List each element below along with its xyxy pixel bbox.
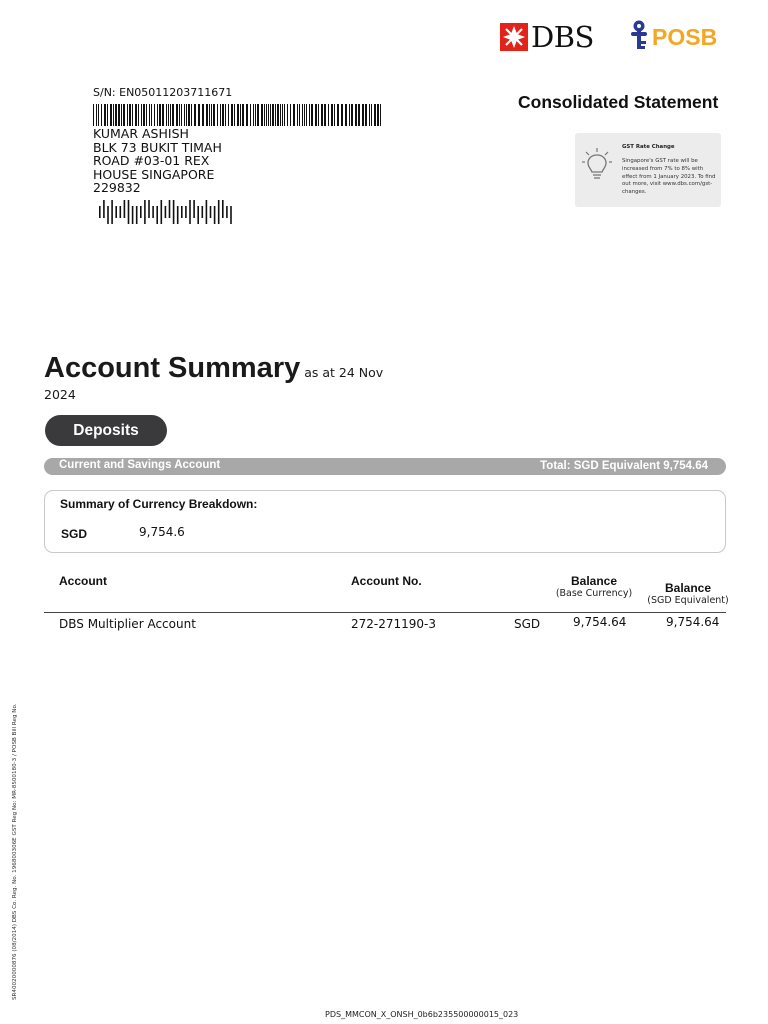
barcode-bar xyxy=(349,104,350,126)
serial-value: EN05011203711671 xyxy=(119,86,233,99)
barcode-bar xyxy=(284,104,285,126)
barcode-bar xyxy=(194,104,196,126)
barcode-bar xyxy=(115,104,117,126)
barcode-bar xyxy=(129,104,131,126)
postal-bar xyxy=(230,206,232,224)
postal-bar xyxy=(140,206,142,218)
col-header-account-no: Account No. xyxy=(351,574,422,588)
barcode-bar xyxy=(135,104,137,126)
postal-bar xyxy=(128,200,130,224)
casa-band-total: Total: SGD Equivalent 9,754.64 xyxy=(540,460,708,472)
regulatory-side-text: SR40020000876 (08/2014) DBS Co. Reg. No. 196800306E GST Reg No: MR-8500180-3 / POSB Bill Reg No. xyxy=(12,703,18,1000)
barcode-bar xyxy=(184,104,185,126)
barcode-bar xyxy=(123,104,125,126)
summary-year: 2024 xyxy=(44,387,76,402)
address-line: KUMAR ASHISH xyxy=(93,126,189,141)
barcode-bar xyxy=(371,104,372,126)
postal-bar xyxy=(161,200,163,224)
gst-notice xyxy=(575,133,721,207)
table-header-rule xyxy=(44,612,726,613)
barcode-bar xyxy=(275,104,276,126)
barcode-bar xyxy=(309,104,310,126)
barcode-bar xyxy=(234,104,235,126)
barcode-bar xyxy=(110,104,112,126)
barcode-bar xyxy=(138,104,139,126)
barcode-bar xyxy=(188,104,190,126)
barcode-bar xyxy=(151,104,152,126)
barcode-bar xyxy=(198,104,200,126)
row-currency: SGD xyxy=(514,617,541,631)
postal-bar xyxy=(177,206,179,224)
barcode-bar xyxy=(304,104,305,126)
postal-bar xyxy=(156,206,158,224)
postal-bar xyxy=(210,206,212,218)
postal-bar xyxy=(107,206,109,224)
balance-base-sublabel: (Base Currency) xyxy=(555,588,633,599)
breakdown-title: Summary of Currency Breakdown: xyxy=(60,497,258,511)
barcode-bar xyxy=(101,104,102,126)
postal-bar xyxy=(111,200,113,224)
barcode-bar xyxy=(253,104,254,126)
postal-bar xyxy=(148,200,150,218)
postal-bar xyxy=(103,200,105,218)
mail-barcode xyxy=(93,104,385,126)
barcode-bar xyxy=(264,104,265,126)
col-header-balance-sgd xyxy=(632,581,744,606)
postal-bar xyxy=(136,206,138,224)
balance-sgd-sublabel: (SGD Equivalent) xyxy=(647,595,729,606)
row-account-name: DBS Multiplier Account xyxy=(59,617,196,631)
barcode-bar xyxy=(355,104,357,126)
barcode-bar xyxy=(209,104,210,126)
dbs-logo xyxy=(500,20,600,54)
row-balance-sgd: 9,754.64 xyxy=(666,615,720,629)
barcode-bar xyxy=(141,104,142,126)
gst-notice-title: GST Rate Change xyxy=(622,144,675,150)
barcode-bar xyxy=(369,104,370,126)
postal-bar xyxy=(124,200,126,218)
postal-bar xyxy=(218,200,220,224)
barcode-bar xyxy=(154,104,155,126)
barcode-bar xyxy=(315,104,317,126)
barcode-bar xyxy=(328,104,329,126)
barcode-bar xyxy=(149,104,150,126)
row-balance-base: 9,754.64 xyxy=(573,615,627,629)
barcode-bar xyxy=(345,104,347,126)
barcode-bar xyxy=(337,104,339,126)
posb-wordmark: POSB xyxy=(652,23,718,50)
barcode-bar xyxy=(324,104,326,126)
barcode-bar xyxy=(331,104,333,126)
barcode-bar xyxy=(358,104,360,126)
barcode-bar xyxy=(321,104,323,126)
barcode-bar xyxy=(266,104,267,126)
statement-title: Consolidated Statement xyxy=(518,92,719,112)
barcode-bar xyxy=(299,104,300,126)
barcode-bar xyxy=(143,104,145,126)
postal-bar xyxy=(99,206,101,218)
posb-key-icon xyxy=(628,19,650,55)
barcode-bar xyxy=(211,104,212,126)
posb-logo xyxy=(628,20,728,54)
barcode-bar xyxy=(282,104,283,126)
barcode-bar xyxy=(132,104,133,126)
account-summary-heading xyxy=(44,352,383,385)
postal-bar xyxy=(206,200,208,224)
barcode-bar xyxy=(270,104,271,126)
barcode-bar xyxy=(93,104,94,126)
barcode-bar xyxy=(222,104,224,126)
postal-bar xyxy=(115,206,117,218)
barcode-bar xyxy=(176,104,178,126)
deposits-section-label: Deposits xyxy=(45,415,167,446)
barcode-bar xyxy=(157,104,158,126)
barcode-bar xyxy=(146,104,147,126)
address-line: ROAD #03-01 REX xyxy=(93,153,210,169)
breakdown-amount: 9,754.6 xyxy=(139,525,185,539)
summary-as-at: as at 24 Nov xyxy=(304,365,384,380)
dbs-star-icon xyxy=(500,23,528,51)
barcode-bar xyxy=(206,104,208,126)
barcode-bar xyxy=(377,104,379,126)
barcode-bar xyxy=(334,104,335,126)
breakdown-currency: SGD xyxy=(61,527,88,541)
col-header-account: Account xyxy=(59,574,107,588)
barcode-bar xyxy=(287,104,288,126)
barcode-bar xyxy=(277,104,279,126)
casa-band-title: Current and Savings Account xyxy=(59,459,221,471)
barcode-bar xyxy=(261,104,263,126)
barcode-bar xyxy=(231,104,233,126)
gst-notice-body: Singapore's GST rate will be increased from 7% to 8% with effect from 1 January 2023. To find out more, visit www.dbs.com/gst-changes. xyxy=(622,158,716,196)
barcode-bar xyxy=(202,104,204,126)
barcode-bar xyxy=(246,104,248,126)
barcode-bar xyxy=(362,104,364,126)
postal-bar xyxy=(165,206,167,218)
barcode-bar xyxy=(306,104,307,126)
barcode-bar xyxy=(242,104,244,126)
barcode-bar xyxy=(257,104,259,126)
document-footer-code: PDS_MMCON_X_ONSH_0b6b235500000015_023 xyxy=(325,1010,519,1019)
balance-base-label: Balance xyxy=(570,574,618,588)
barcode-bar xyxy=(98,104,99,126)
barcode-bar xyxy=(166,104,167,126)
barcode-bar xyxy=(159,104,161,126)
barcode-bar xyxy=(186,104,187,126)
barcode-bar xyxy=(250,104,251,126)
barcode-bar xyxy=(162,104,164,126)
barcode-bar xyxy=(380,104,381,126)
postal-bar xyxy=(132,206,134,224)
mailing-address xyxy=(93,127,222,195)
postal-bar xyxy=(152,206,154,218)
balance-sgd-label: Balance xyxy=(664,581,712,595)
postal-bar xyxy=(189,200,191,224)
lightbulb-icon xyxy=(582,147,612,183)
barcode-bar xyxy=(240,104,241,126)
barcode-bar xyxy=(220,104,221,126)
casa-band xyxy=(44,458,726,475)
barcode-bar xyxy=(297,104,298,126)
postal-bar xyxy=(193,200,195,218)
postal-bar xyxy=(169,200,171,218)
barcode-bar xyxy=(179,104,180,126)
postal-barcode xyxy=(99,200,234,224)
barcode-bar xyxy=(107,104,108,126)
postal-bar xyxy=(214,206,216,224)
barcode-bar xyxy=(96,104,97,126)
address-line: BLK 73 BUKIT TIMAH xyxy=(93,139,222,155)
barcode-bar xyxy=(104,104,106,126)
barcode-bar xyxy=(213,104,215,126)
barcode-bar xyxy=(237,104,239,126)
barcode-bar xyxy=(118,104,120,126)
address-line: 229832 xyxy=(93,180,141,196)
barcode-bar xyxy=(272,104,274,126)
barcode-bar xyxy=(280,104,281,126)
barcode-bar xyxy=(172,104,174,126)
postal-bar xyxy=(173,200,175,224)
row-account-number: 272-271190-3 xyxy=(351,617,437,631)
barcode-bar xyxy=(311,104,313,126)
barcode-bar xyxy=(217,104,218,126)
serial-number xyxy=(93,86,232,99)
address-line: HOUSE SINGAPORE xyxy=(93,166,215,182)
barcode-bar xyxy=(302,104,303,126)
postal-bar xyxy=(222,200,224,218)
barcode-bar xyxy=(121,104,122,126)
barcode-bar xyxy=(181,104,182,126)
barcode-bar xyxy=(113,104,114,126)
postal-bar xyxy=(185,206,187,218)
barcode-bar xyxy=(374,104,376,126)
barcode-bar xyxy=(365,104,367,126)
dbs-wordmark: DBS xyxy=(531,20,594,54)
currency-breakdown-box xyxy=(44,490,726,553)
barcode-bar xyxy=(228,104,229,126)
barcode-bar xyxy=(290,104,291,126)
barcode-bar xyxy=(255,104,256,126)
postal-bar xyxy=(197,206,199,224)
postal-bar xyxy=(202,206,204,218)
postal-bar xyxy=(226,206,228,218)
postal-bar xyxy=(144,200,146,224)
barcode-bar xyxy=(127,104,128,126)
postal-bar xyxy=(181,206,183,218)
barcode-bar xyxy=(318,104,319,126)
postal-bar xyxy=(120,206,122,218)
barcode-bar xyxy=(341,104,343,126)
barcode-bar xyxy=(268,104,269,126)
barcode-bar xyxy=(170,104,171,126)
barcode-bar xyxy=(225,104,226,126)
barcode-bar xyxy=(293,104,295,126)
barcode-bar xyxy=(168,104,169,126)
barcode-bar xyxy=(191,104,192,126)
serial-label: S/N: xyxy=(93,86,116,99)
summary-title: Account Summary xyxy=(44,352,301,384)
barcode-bar xyxy=(351,104,353,126)
